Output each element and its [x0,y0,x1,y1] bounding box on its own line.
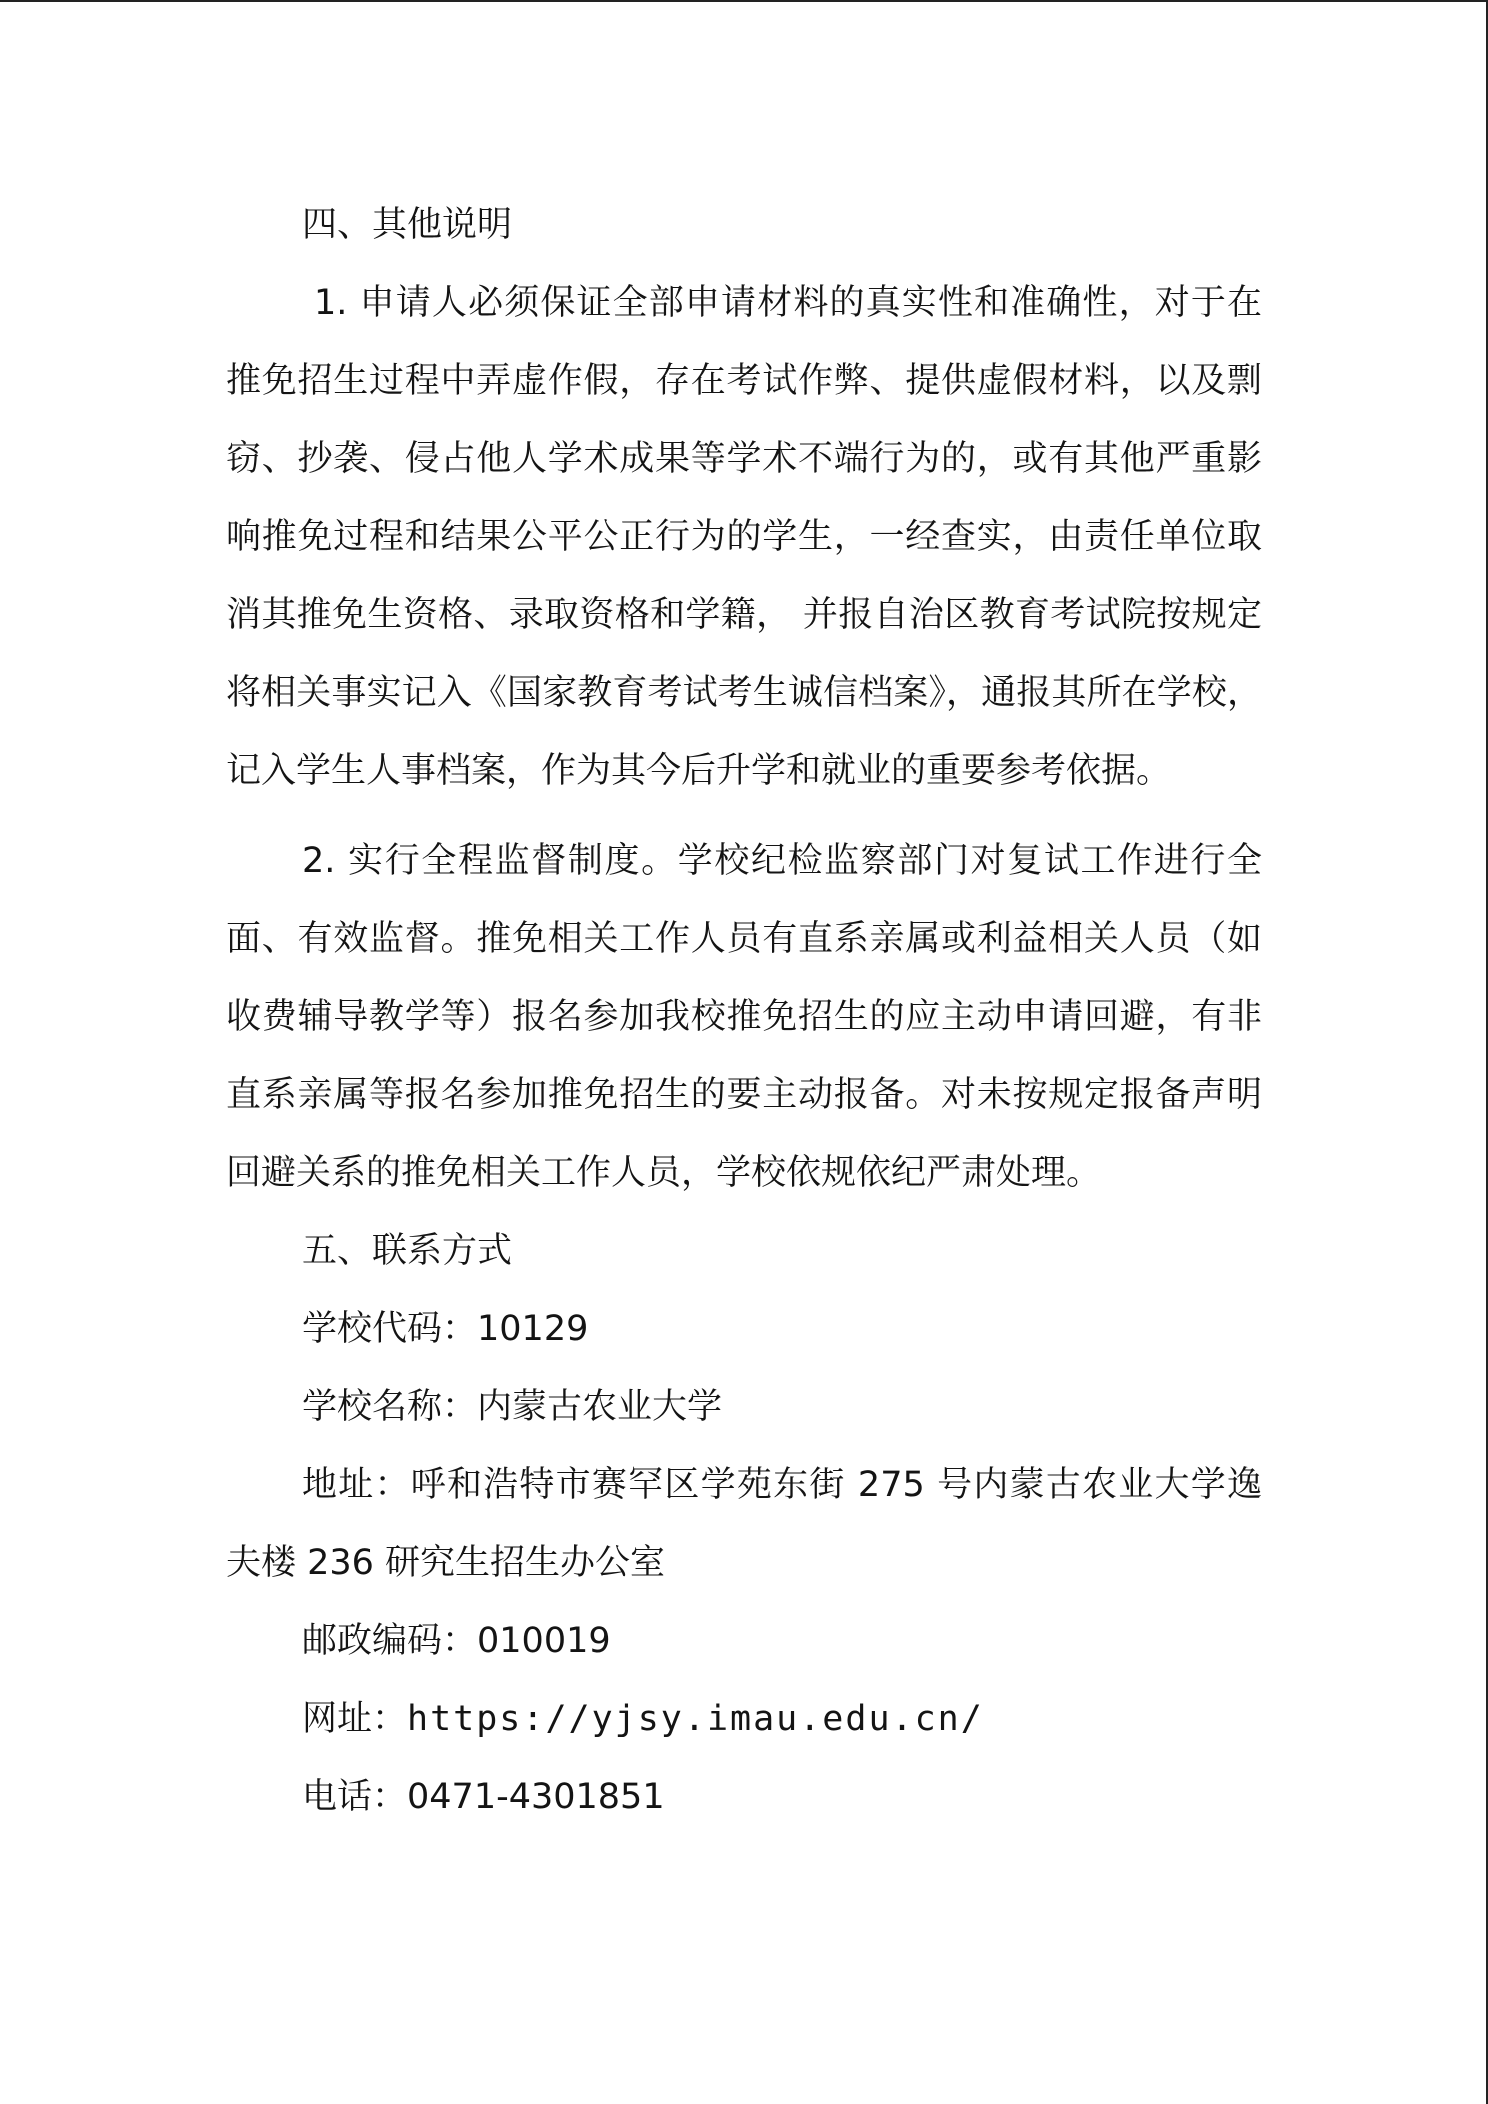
school-code-value: 10129 [477,1309,589,1349]
school-code-label: 学校代码： [302,1309,478,1349]
page-border-top [0,0,1488,2]
phone-value: 0471-4301851 [407,1777,665,1817]
school-name-value: 内蒙古农业大学 [477,1387,723,1427]
section-four-heading: 四、其他说明 [302,205,513,245]
section-four-item-1: 1. 申请人必须保证全部申请材料的真实性和准确性，对于在推免招生过程中弄虚作假，存在考试作弊、提供虚假材料，以及剽窃、抄袭、侵占他人学术成果等学术不端行为的，或有其他严重影响推免过程和结果公平公正行为的学生，一经查实，由责任单位取消其推免生资格、录取资格和学籍， 并报自治区教育考试院按规定将相关事实记入《国家教育考试考生诚信档案》，通报其所在学校，记入学生人事档案，作为其今后升学和就业的重要参考依据。 [226,283,1262,791]
school-code-line [226,1290,1262,1368]
postal-code-line [226,1602,1262,1680]
postal-code-value: 010019 [477,1621,611,1661]
document-body [226,186,1262,1836]
website-label: 网址： [302,1699,408,1739]
address-line [226,1446,1262,1602]
school-name-label: 学校名称： [302,1387,478,1427]
website-line [226,1680,1262,1758]
address-value: 呼和浩特市赛罕区学苑东街 275 号内蒙古农业大学逸夫楼 236 研究生招生办公室 [226,1465,1262,1583]
phone-label: 电话： [302,1777,408,1817]
website-link[interactable]: https://yjsy.imau.edu.cn/ [407,1699,984,1739]
section-four-item-2: 2. 实行全程监督制度。学校纪检监察部门对复试工作进行全面、有效监督。推免相关工作人员有直系亲属或利益相关人员（如收费辅导教学等）报名参加我校推免招生的应主动申请回避，有非直系亲属等报名参加推免招生的要主动报备。对未按规定报备声明回避关系的推免相关工作人员，学校依规依纪严肃处理。 [226,841,1262,1193]
school-name-line [226,1368,1262,1446]
section-five-heading: 五、联系方式 [302,1231,513,1271]
postal-code-label: 邮政编码： [302,1621,478,1661]
phone-line [226,1758,1262,1836]
address-label: 地址： [302,1465,411,1505]
